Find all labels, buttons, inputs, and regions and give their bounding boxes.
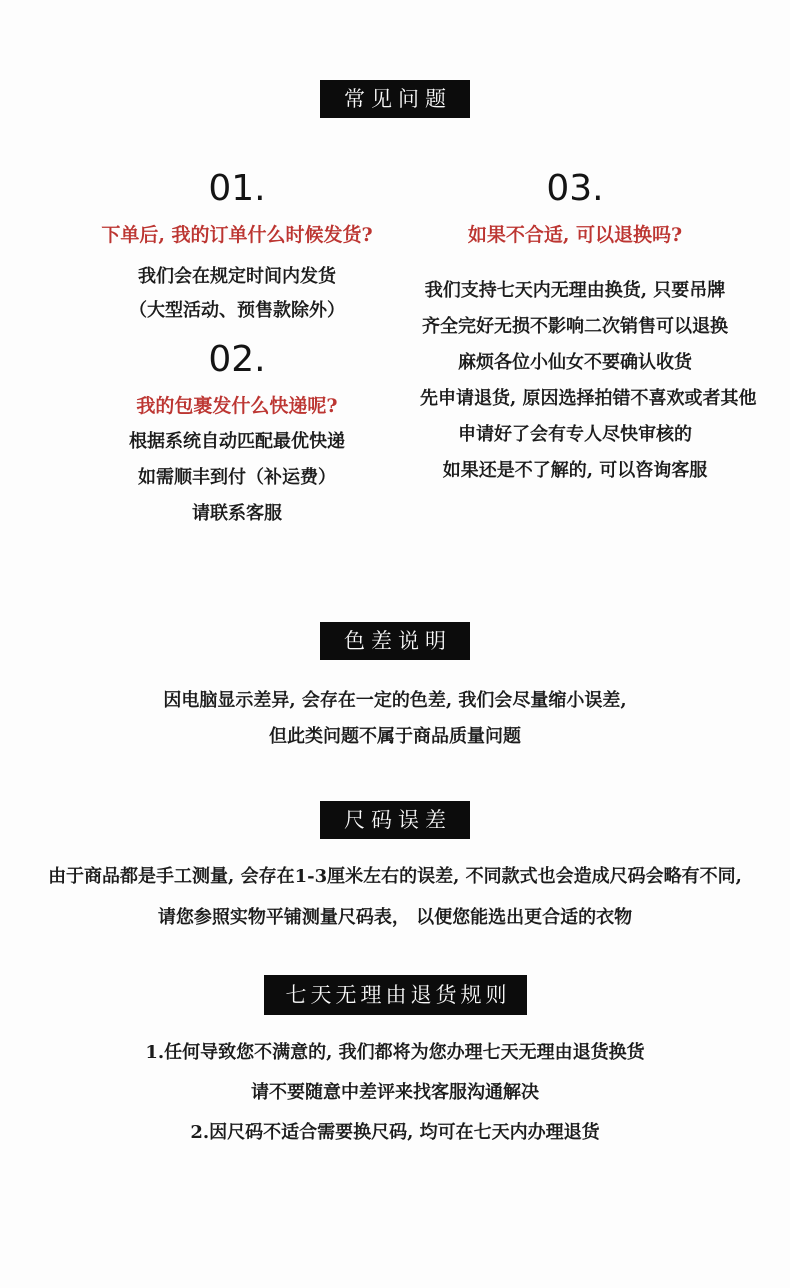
section-text-line: 请您参照实物平铺测量尺码表， 以便您能选出更合适的衣物 [157,907,633,928]
section-text-line: 请不要随意中差评来找客服沟通解决 [251,1082,539,1103]
section-color-difference [0,622,790,749]
faq-answer-line: 申请好了会有专人尽快审核的 [458,424,692,445]
color-difference-title-bar: 色差说明 [320,622,470,660]
faq-item-number-03: 03. [546,168,604,209]
faq-column-right [420,168,757,526]
section-text-line: 因电脑显示差异, 会存在一定的色差, 我们会尽量缩小误差, [163,690,627,711]
section-size-tolerance [0,801,790,930]
faq-item-number-01: 01. [208,168,266,209]
faq-answer-line: 我们支持七天内无理由换货, 只要吊牌 [424,280,726,301]
faq-answer-line: （大型活动、预售款除外） [129,300,345,321]
section-title-wrap [0,801,790,839]
faq-column-left [57,168,417,526]
faq-question-02: 我的包裹发什么快递呢? [136,395,338,417]
faq-item-number-02: 02. [208,339,266,380]
faq-question-01: 下单后, 我的订单什么时候发货? [101,224,373,246]
section-return-rules [0,975,790,1145]
faq-answer-line: 请联系客服 [192,503,282,524]
section-text-line: 但此类问题不属于商品质量问题 [269,726,521,747]
faq-header-wrap [0,0,790,118]
faq-answer-line: 齐全完好无损不影响二次销售可以退换 [422,316,728,337]
section-title-wrap [0,622,790,660]
faq-title-bar: 常见问题 [320,80,470,118]
section-text-line: 由于商品都是手工测量, 会存在1-3厘米左右的误差, 不同款式也会造成尺码会略有不同, [48,866,742,887]
size-tolerance-title-bar: 尺码误差 [320,801,470,839]
faq-answer-line: 如需顺丰到付（补运费） [138,467,336,488]
faq-answer-line: 先申请退货, 原因选择拍错不喜欢或者其他 [420,388,757,409]
faq-answer-line: 根据系统自动匹配最优快递 [129,431,345,452]
faq-columns [0,168,790,526]
section-text-line: 1.任何导致您不满意的, 我们都将为您办理七天无理由退货换货 [145,1042,645,1063]
faq-question-03: 如果不合适, 可以退换吗? [467,224,683,246]
section-title-wrap [0,975,790,1015]
return-rules-title-bar: 七天无理由退货规则 [264,975,527,1015]
section-text-line: 2.因尺码不适合需要换尺码, 均可在七天内办理退货 [190,1122,600,1143]
faq-answer-line: 如果还是不了解的, 可以咨询客服 [442,460,708,481]
faq-answer-line: 麻烦各位小仙女不要确认收货 [458,352,692,373]
faq-answer-line: 我们会在规定时间内发货 [138,266,336,287]
